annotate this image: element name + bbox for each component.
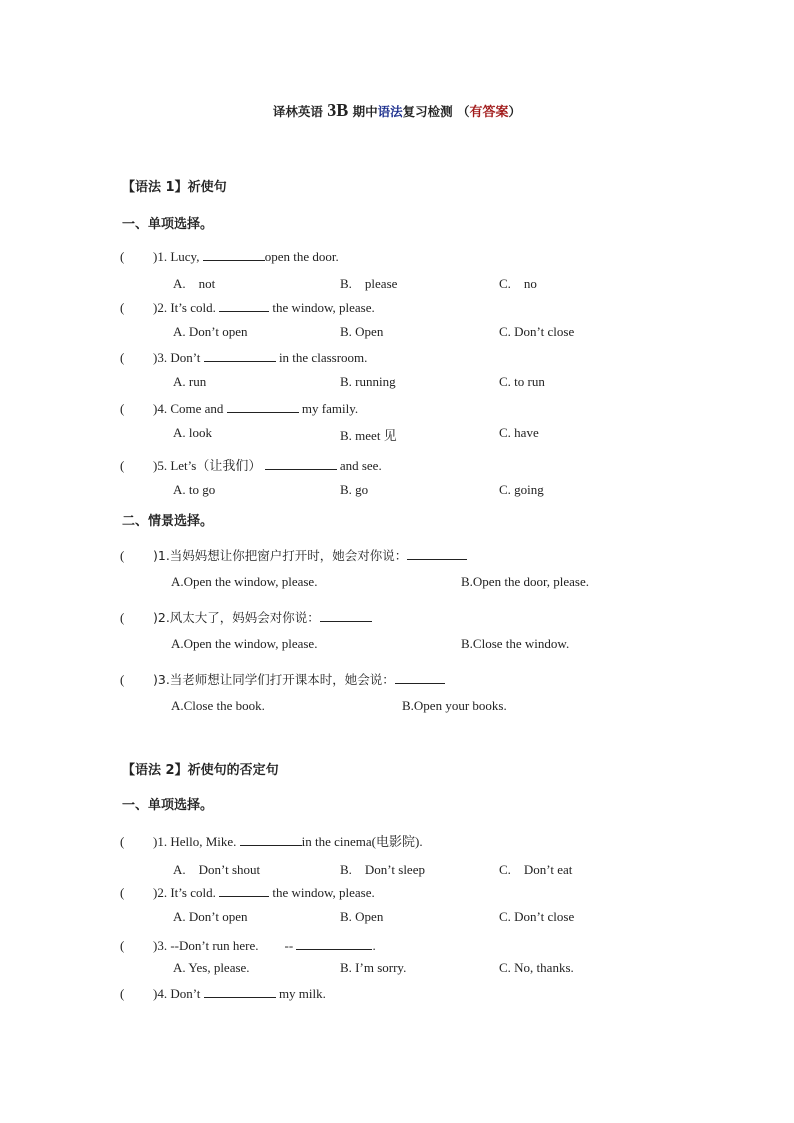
answer-note: 有答案 [469,105,509,120]
option-a: A. look [173,425,212,440]
answer-blank[interactable] [265,457,337,470]
option-a: A. run [173,374,207,389]
option-b: B.Close the window. [461,636,570,651]
option-a: A. not [173,276,216,291]
option-c: C. Don’t close [499,909,575,924]
section2-part1-heading: 一、单项选择。 [122,798,214,813]
answer-blank[interactable] [227,400,299,413]
option-c: C. going [499,482,544,497]
option-a: A.Close the book. [171,698,265,713]
answer-blank[interactable] [219,299,269,312]
question-s1-5: ( )5. Let’s（让我们） and see. [120,458,382,473]
question-s2-1: ( )1. Hello, Mike. in the cinema(电影院). [120,834,423,849]
option-a: A.Open the window, please. [171,574,318,589]
section2-heading: 【语法 2】祈使句的否定句 [122,763,279,778]
option-b: B. meet 见 [340,428,397,443]
option-b: B. running [340,374,396,389]
option-b: B. please [340,276,398,291]
answer-blank[interactable] [320,609,372,622]
question-s1-4: ( )4. Come and my family. [120,401,359,416]
section1-part1-heading: 一、单项选择。 [122,217,214,232]
title-text-4: ） [508,104,522,119]
option-c: C. no [499,276,537,291]
title-text-2: 期中 [348,104,378,119]
answer-blank[interactable] [203,248,265,261]
situation-question-3: ( )3.当老师想让同学们打开课本时，她会说： [120,670,445,688]
option-c: C. to run [499,374,545,389]
option-a: A. Don’t open [173,324,248,339]
option-b: B. Don’t sleep [340,862,425,877]
answer-blank[interactable] [395,671,445,684]
answer-blank[interactable] [240,833,302,846]
answer-blank[interactable] [296,937,372,950]
option-a: A. Yes, please. [173,960,250,975]
option-c: C. No, thanks. [499,960,574,975]
question-s2-4: ( )4. Don’t my milk. [120,986,326,1001]
situation-question-1: ( )1.当妈妈想让你把窗户打开时，她会对你说： [120,546,467,564]
option-a: A. to go [173,482,216,497]
question-s1-3: ( )3. Don’t in the classroom. [120,350,368,365]
section1-part2-heading: 二、情景选择。 [122,514,214,529]
question-s2-2: ( )2. It’s cold. the window, please. [120,885,375,900]
option-b: B.Open your books. [402,698,507,713]
option-b: B. go [340,482,369,497]
option-a: A.Open the window, please. [171,636,318,651]
answer-blank[interactable] [204,985,276,998]
option-c: C. Don’t eat [499,862,573,877]
title-grade: 3B [327,100,349,120]
option-c: C. Don’t close [499,324,575,339]
answer-blank[interactable] [204,349,276,362]
title-grammar: 语法 [377,104,403,119]
section1-heading: 【语法 1】祈使句 [122,180,227,195]
option-a: A. Don’t open [173,909,248,924]
situation-question-2: ( )2.风太大了，妈妈会对你说： [120,608,372,626]
question-s1-2: ( )2. It’s cold. the window, please. [120,300,375,315]
answer-blank[interactable] [407,547,467,560]
question-s2-3: ( )3. --Don’t run here. -- . [120,938,376,953]
option-b: B. I’m sorry. [340,960,407,975]
option-b: B. Open [340,324,384,339]
title-text-1: 译林英语 [272,104,328,119]
option-a: A. Don’t shout [173,862,261,877]
option-b: B.Open the door, please. [461,574,590,589]
page-title [0,100,794,121]
option-c: C. have [499,425,539,440]
option-b: B. Open [340,909,384,924]
answer-blank[interactable] [219,884,269,897]
question-s1-1: ( )1. Lucy, open the door. [120,249,339,264]
title-text-3: 复习检测 （ [402,104,470,119]
